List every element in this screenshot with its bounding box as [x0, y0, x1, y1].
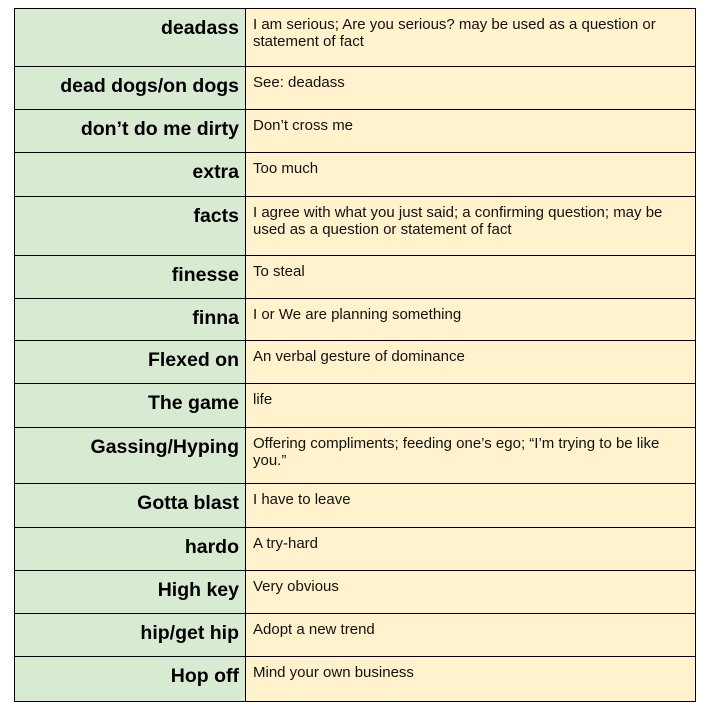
definition-cell: Very obvious — [246, 571, 696, 614]
definition-cell: An verbal gesture of dominance — [246, 341, 696, 384]
table-row — [15, 657, 696, 702]
definition-cell: Offering compliments; feeding one’s ego; “I’m trying to be like you.” — [246, 428, 696, 484]
slang-glossary-table — [14, 8, 696, 702]
table-row — [15, 484, 696, 528]
table-row — [15, 384, 696, 428]
definition-cell: life — [246, 384, 696, 428]
table-row — [15, 110, 696, 153]
definition-cell: I agree with what you just said; a confirming question; may be used as a question or statement of fact — [246, 197, 696, 256]
term-cell: hardo — [15, 528, 246, 571]
definition-cell: I am serious; Are you serious? may be used as a question or statement of fact — [246, 9, 696, 67]
term-cell: The game — [15, 384, 246, 428]
definition-cell: Adopt a new trend — [246, 614, 696, 657]
table-body — [15, 9, 696, 702]
term-cell: High key — [15, 571, 246, 614]
term-cell: Gotta blast — [15, 484, 246, 528]
definition-cell: Too much — [246, 153, 696, 197]
table-row — [15, 428, 696, 484]
definition-cell: Mind your own business — [246, 657, 696, 702]
table-row — [15, 528, 696, 571]
term-cell: Gassing/Hyping — [15, 428, 246, 484]
term-cell: finesse — [15, 256, 246, 299]
table-row — [15, 197, 696, 256]
table-row — [15, 614, 696, 657]
term-cell: facts — [15, 197, 246, 256]
table-row — [15, 256, 696, 299]
term-cell: hip/get hip — [15, 614, 246, 657]
definition-cell: I have to leave — [246, 484, 696, 528]
table-row — [15, 67, 696, 110]
term-cell: deadass — [15, 9, 246, 67]
definition-cell: I or We are planning something — [246, 299, 696, 341]
term-cell: finna — [15, 299, 246, 341]
definition-cell: See: deadass — [246, 67, 696, 110]
table-row — [15, 299, 696, 341]
term-cell: dead dogs/on dogs — [15, 67, 246, 110]
table-row — [15, 153, 696, 197]
definition-cell: To steal — [246, 256, 696, 299]
term-cell: extra — [15, 153, 246, 197]
definition-cell: Don’t cross me — [246, 110, 696, 153]
term-cell: don’t do me dirty — [15, 110, 246, 153]
definition-cell: A try-hard — [246, 528, 696, 571]
table-row — [15, 341, 696, 384]
term-cell: Flexed on — [15, 341, 246, 384]
table-row — [15, 9, 696, 67]
table-row — [15, 571, 696, 614]
term-cell: Hop off — [15, 657, 246, 702]
